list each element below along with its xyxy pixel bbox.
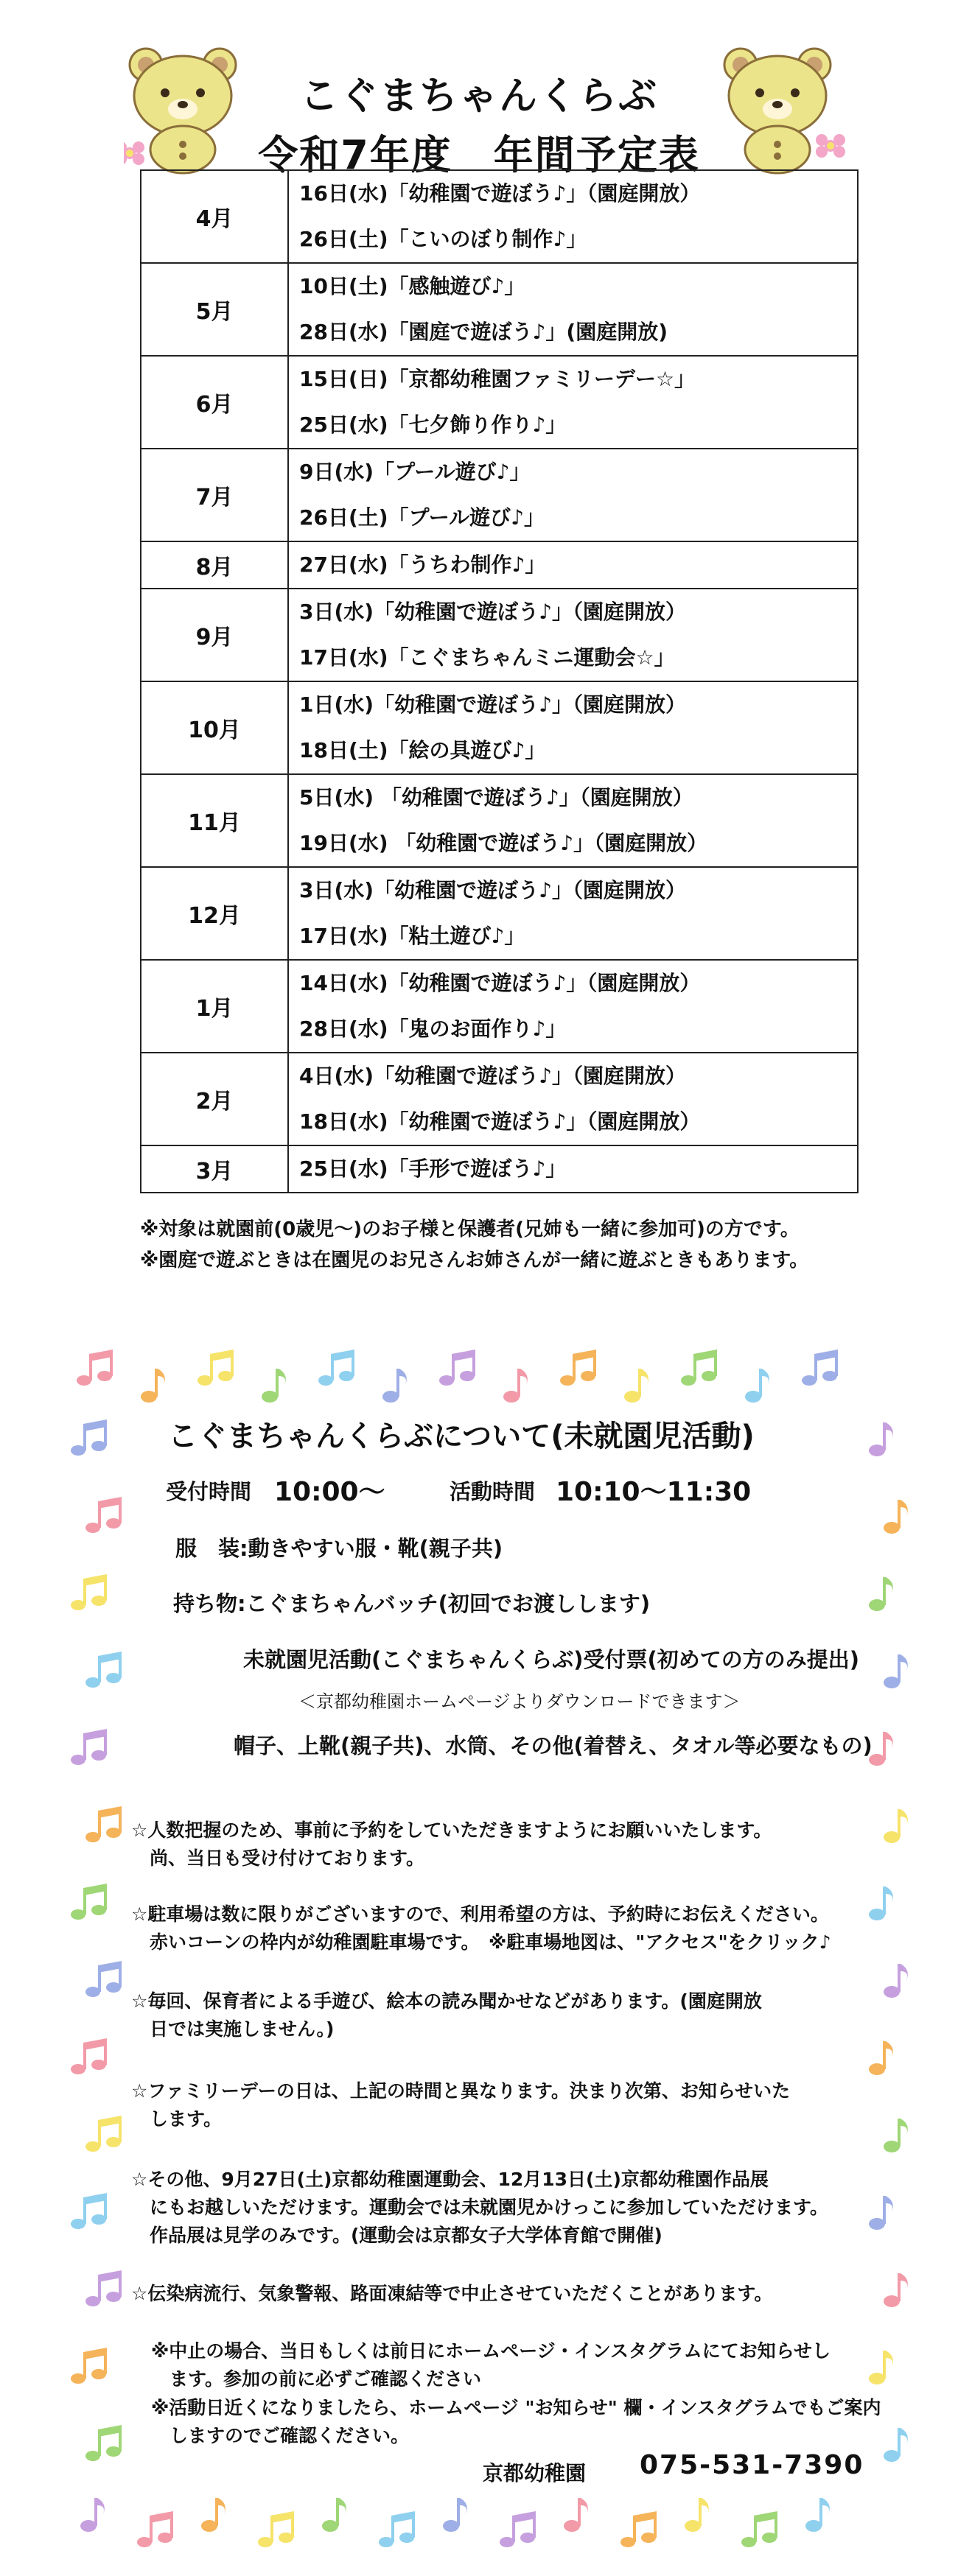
schedule-row bbox=[141, 170, 858, 263]
music-note-icon bbox=[83, 1650, 124, 1691]
music-note-icon bbox=[877, 1495, 918, 1537]
event-entry: 28日(水)「園庭で遊ぼう♪」(園庭開放) bbox=[299, 320, 668, 344]
music-note-icon bbox=[255, 2510, 296, 2551]
bullet-reservation: ☆人数把握のため、事前に予約をしていただきますようにお願いいたします。 尚、当日も受け付けております。 bbox=[131, 1819, 772, 1869]
music-note-icon bbox=[83, 2269, 124, 2310]
music-note-icon bbox=[134, 1364, 175, 1405]
music-note-icon bbox=[376, 1364, 417, 1405]
events-cell bbox=[288, 681, 858, 774]
music-note-icon bbox=[68, 2346, 109, 2387]
music-note-icon bbox=[68, 1418, 109, 1459]
event-entry: 25日(水)「七夕飾り作り♪」 bbox=[299, 413, 567, 437]
event-entry: 16日(水)「幼稚園で遊ぼう♪」（園庭開放） bbox=[299, 181, 701, 206]
clothing-info: 服 装:動きやすい服・靴(親子共) bbox=[175, 1536, 503, 1561]
download-info: ＜京都幼稚園ホームページよりダウンロードできます＞ bbox=[298, 1691, 741, 1712]
events-cell bbox=[288, 170, 858, 263]
month-cell: 9月 bbox=[141, 589, 288, 681]
event-entry: 15日(日)「京都幼稚園ファミリーデー☆」 bbox=[299, 367, 696, 391]
music-note-icon bbox=[68, 1727, 109, 1769]
month-cell: 7月 bbox=[141, 449, 288, 541]
month-cell: 5月 bbox=[141, 263, 288, 356]
music-note-icon bbox=[738, 2510, 780, 2551]
music-note-icon bbox=[74, 2493, 115, 2535]
month-cell: 10月 bbox=[141, 681, 288, 774]
event-entry: 4日(水)「幼稚園で遊ぼう♪」（園庭開放） bbox=[299, 1064, 686, 1088]
items-info: 帽子、上靴(親子共)、水筒、その他(着替え、タオル等必要なもの) bbox=[234, 1733, 873, 1758]
schedule-row bbox=[141, 774, 858, 867]
page-subtitle: 令和7年度 年間予定表 bbox=[258, 132, 700, 178]
event-entry: 27日(水)「うちわ制作♪」 bbox=[299, 552, 546, 577]
schedule-row bbox=[141, 960, 858, 1053]
bullet-activities: ☆毎回、保育者による手遊び、絵本の読み聞かせなどがあります。(園庭開放 日では実施しません。) bbox=[131, 1990, 762, 2040]
event-entry: 25日(水)「手形で遊ぼう♪」 bbox=[299, 1157, 567, 1181]
event-entry: 26日(土)「こいのぼり制作♪」 bbox=[299, 227, 587, 251]
footnote-cancellation: ※中止の場合、当日もしくは前日にホームページ・インスタグラムにてお知らせし ます。参加の前に必ずご確認ください bbox=[151, 2340, 831, 2390]
music-note-icon bbox=[557, 2493, 598, 2535]
bullet-cancellation: ☆伝染病流行、気象警報、路面凍結等で中止させていただくことがあります。 bbox=[131, 2283, 773, 2304]
events-cell bbox=[288, 1053, 858, 1145]
schedule-row bbox=[141, 449, 858, 541]
schedule-row bbox=[141, 1053, 858, 1145]
schedule-row bbox=[141, 1145, 858, 1193]
music-note-icon bbox=[436, 2493, 478, 2535]
phone-number: 075-531-7390 bbox=[640, 2450, 864, 2480]
month-cell: 8月 bbox=[141, 541, 288, 589]
music-note-icon bbox=[497, 2510, 538, 2551]
music-note-icon bbox=[83, 1959, 124, 2001]
event-entry: 28日(水)「鬼のお面作り♪」 bbox=[299, 1017, 567, 1041]
music-note-icon bbox=[68, 1573, 109, 1614]
footnote-announcements: ※活動日近くになりましたら、ホームページ "お知らせ" 欄・インスタグラムでもご案内 しますのでご確認ください。 bbox=[151, 2397, 881, 2446]
music-note-icon bbox=[862, 2346, 903, 2387]
music-note-icon bbox=[195, 2493, 236, 2535]
bullet-parking: ☆駐車場は数に限りがございますので、利用希望の方は、予約時にお伝えください。 赤いコーンの枠内が幼稚園駐車場です。 ※駐車場地図は、"アクセス"をクリック♪ bbox=[131, 1903, 831, 1953]
music-note-icon bbox=[83, 1805, 124, 1846]
events-cell bbox=[288, 356, 858, 449]
music-note-icon bbox=[83, 2114, 124, 2155]
music-note-icon bbox=[68, 1882, 109, 1923]
music-note-icon bbox=[862, 1573, 903, 1614]
events-cell bbox=[288, 589, 858, 681]
belongings-info: 持ち物:こぐまちゃんバッチ(初回でお渡しします) bbox=[173, 1591, 651, 1616]
schedule-row bbox=[141, 263, 858, 356]
month-cell: 1月 bbox=[141, 960, 288, 1053]
kindergarten-name: 京都幼稚園 bbox=[483, 2461, 587, 2485]
music-note-icon bbox=[83, 1495, 124, 1537]
music-note-icon bbox=[618, 1364, 659, 1405]
note-target: ※対象は就園前(0歳児～)のお子様と保護者(兄姉も一緒に参加可)の方です。 bbox=[140, 1218, 800, 1240]
music-note-icon bbox=[738, 1364, 780, 1405]
event-entry: 1日(水)「幼稚園で遊ぼう♪」（園庭開放） bbox=[299, 692, 686, 717]
music-note-icon bbox=[376, 2510, 417, 2551]
music-note-icon bbox=[68, 2191, 109, 2233]
music-note-icon bbox=[799, 2493, 840, 2535]
activity-time: 10:10～11:30 bbox=[556, 1477, 752, 1507]
music-note-icon bbox=[134, 2510, 175, 2551]
month-cell: 6月 bbox=[141, 356, 288, 449]
reception-label: 受付時間 bbox=[166, 1479, 252, 1504]
form-info: 未就園児活動(こぐまちゃんくらぶ)受付票(初めての方のみ提出) bbox=[243, 1647, 860, 1672]
music-note-icon bbox=[315, 1348, 357, 1389]
page-title: こぐまちゃんくらぶ bbox=[299, 74, 658, 119]
events-cell bbox=[288, 867, 858, 960]
event-entry: 17日(水)「粘土遊び♪」 bbox=[299, 924, 525, 948]
event-entry: 3日(水)「幼稚園で遊ぼう♪」（園庭開放） bbox=[299, 600, 686, 624]
music-note-icon bbox=[195, 1348, 236, 1389]
music-note-icon bbox=[877, 1650, 918, 1691]
note-playground: ※園庭で遊ぶときは在園児のお兄さんお姉さんが一緒に遊ぶときもあります。 bbox=[140, 1249, 809, 1271]
event-entry: 14日(水)「幼稚園で遊ぼう♪」（園庭開放） bbox=[299, 971, 701, 995]
event-entry: 5日(水) 「幼稚園で遊ぼう♪」（園庭開放） bbox=[299, 785, 693, 810]
month-cell: 11月 bbox=[141, 774, 288, 867]
music-note-icon bbox=[618, 2510, 659, 2551]
schedule-table bbox=[140, 169, 859, 1193]
month-cell: 4月 bbox=[141, 170, 288, 263]
month-cell: 2月 bbox=[141, 1053, 288, 1145]
event-entry: 18日(水)「幼稚園で遊ぼう♪」（園庭開放） bbox=[299, 1109, 701, 1134]
schedule-row bbox=[141, 681, 858, 774]
events-cell bbox=[288, 263, 858, 356]
music-note-icon bbox=[68, 2037, 109, 2078]
music-note-icon bbox=[497, 1364, 538, 1405]
bullet-other-events: ☆その他、9月27日(土)京都幼稚園運動会、12月13日(土)京都幼稚園作品展 にもお越しいただけます。運動会では未就園児かけっこに参加していただけます。 作品展は見学のみです。(運動会は京都女子大学体育館で開催) bbox=[131, 2169, 829, 2246]
event-entry: 17日(水)「こぐまちゃんミニ運動会☆」 bbox=[299, 645, 675, 670]
music-note-icon bbox=[255, 1364, 296, 1405]
music-note-icon bbox=[557, 1348, 598, 1389]
month-cell: 3月 bbox=[141, 1145, 288, 1193]
events-cell bbox=[288, 774, 858, 867]
about-heading: こぐまちゃんくらぶについて(未就園児活動) bbox=[168, 1419, 755, 1453]
schedule-row bbox=[141, 541, 858, 589]
events-cell bbox=[288, 541, 858, 589]
month-cell: 12月 bbox=[141, 867, 288, 960]
event-entry: 18日(土)「絵の具遊び♪」 bbox=[299, 738, 546, 762]
schedule-row bbox=[141, 589, 858, 681]
music-note-icon bbox=[877, 2424, 918, 2465]
reception-time: 10:00～ bbox=[274, 1477, 385, 1507]
music-note-icon bbox=[74, 1348, 115, 1389]
event-entry: 3日(水)「幼稚園で遊ぼう♪」（園庭開放） bbox=[299, 878, 686, 902]
music-note-icon bbox=[83, 2424, 124, 2465]
events-cell bbox=[288, 449, 858, 541]
events-cell bbox=[288, 960, 858, 1053]
music-note-icon bbox=[315, 2493, 357, 2535]
event-entry: 19日(水) 「幼稚園で遊ぼう♪」（園庭開放） bbox=[299, 831, 708, 855]
events-cell bbox=[288, 1145, 858, 1193]
bullet-family-day: ☆ファミリーデーの日は、上記の時間と異なります。決まり次第、お知らせいた します。 bbox=[131, 2080, 791, 2130]
schedule-row bbox=[141, 356, 858, 449]
activity-label: 活動時間 bbox=[450, 1479, 536, 1504]
music-note-icon bbox=[799, 1348, 840, 1389]
schedule-row bbox=[141, 867, 858, 960]
event-entry: 10日(土)「感触遊び♪」 bbox=[299, 274, 525, 298]
event-entry: 26日(土)「プール遊び♪」 bbox=[299, 505, 545, 530]
music-note-icon bbox=[436, 1348, 478, 1389]
music-note-icon bbox=[678, 1348, 719, 1389]
music-note-icon bbox=[678, 2493, 719, 2535]
music-note-icon bbox=[862, 1418, 903, 1459]
event-entry: 9日(水)「プール遊び♪」 bbox=[299, 460, 531, 484]
